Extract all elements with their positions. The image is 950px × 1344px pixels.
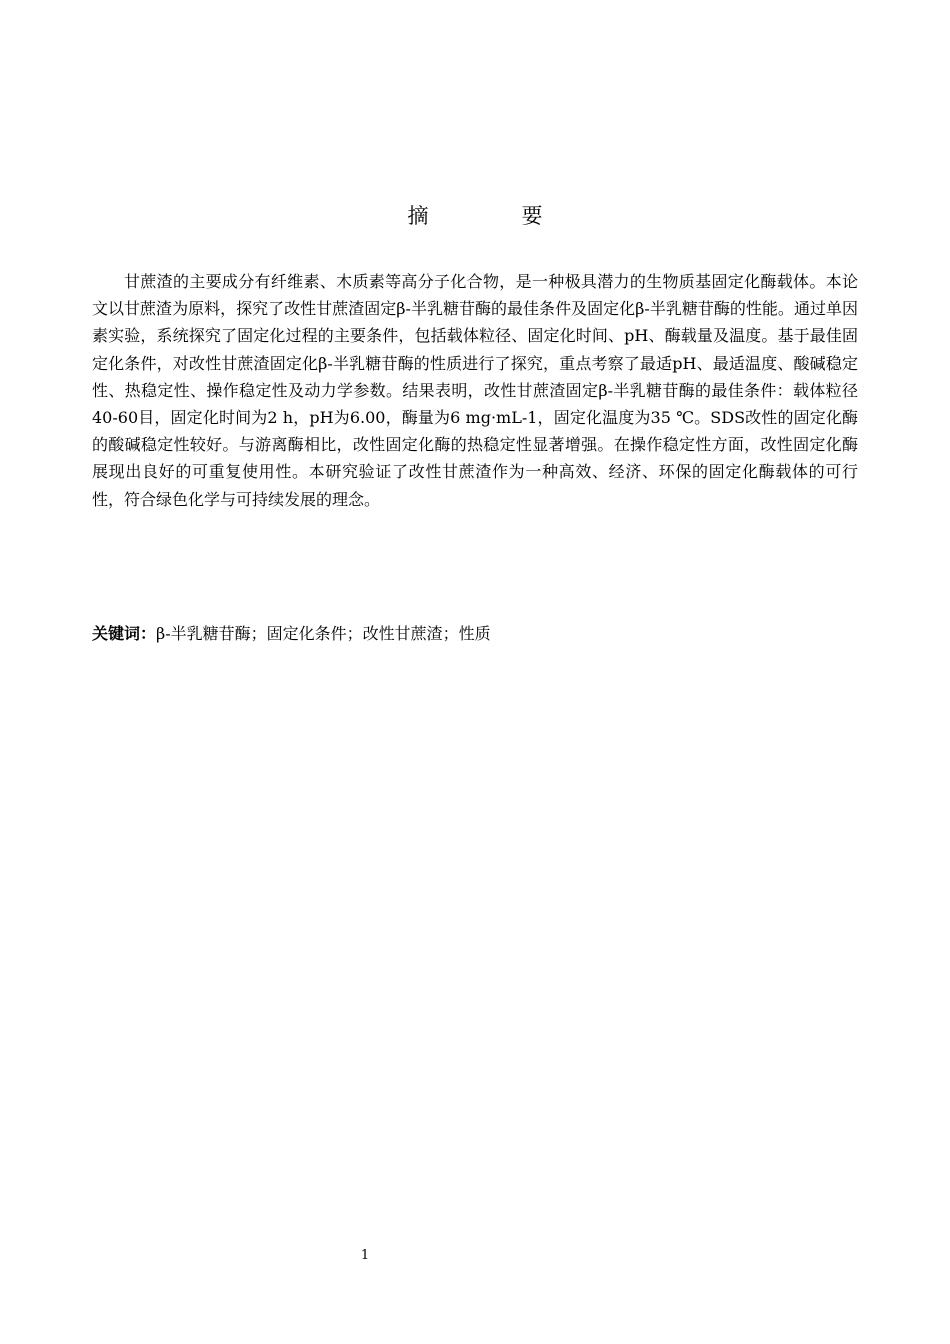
- keywords-line: [92, 622, 858, 646]
- page-number: 1: [360, 1248, 370, 1263]
- abstract-title: 摘 要: [407, 204, 579, 228]
- abstract-body: 甘蔗渣的主要成分有纤维素、木质素等高分子化合物，是一种极具潜力的生物质基固定化酶载体。本论文以甘蔗渣为原料，探究了改性甘蔗渣固定β-半乳糖苷酶的最佳条件及固定化β-半乳糖苷酶的性能。通过单因素实验，系统探究了固定化过程的主要条件，包括载体粒径、固定化时间、pH、酶载量及温度。基于最佳固定化条件，对改性甘蔗渣固定化β-半乳糖苷酶的性质进行了探究，重点考察了最适pH、最适温度、酸碱稳定性、热稳定性、操作稳定性及动力学参数。结果表明，改性甘蔗渣固定β-半乳糖苷酶的最佳条件：载体粒径40-60目，固定化时间为2 h，pH为6.00，酶量为6 mg·mL-1，固定化温度为35 ℃。SDS改性的固定化酶的酸碱稳定性较好。与游离酶相比，改性固定化酶的热稳定性显著增强。在操作稳定性方面，改性固定化酶展现出良好的可重复使用性。本研究验证了改性甘蔗渣作为一种高效、经济、环保的固定化酶载体的可行性，符合绿色化学与可持续发展的理念。: [92, 272, 858, 509]
- keywords-list: β-半乳糖苷酶；固定化条件；改性甘蔗渣；性质: [156, 624, 491, 643]
- keywords-label: 关键词：: [92, 624, 157, 643]
